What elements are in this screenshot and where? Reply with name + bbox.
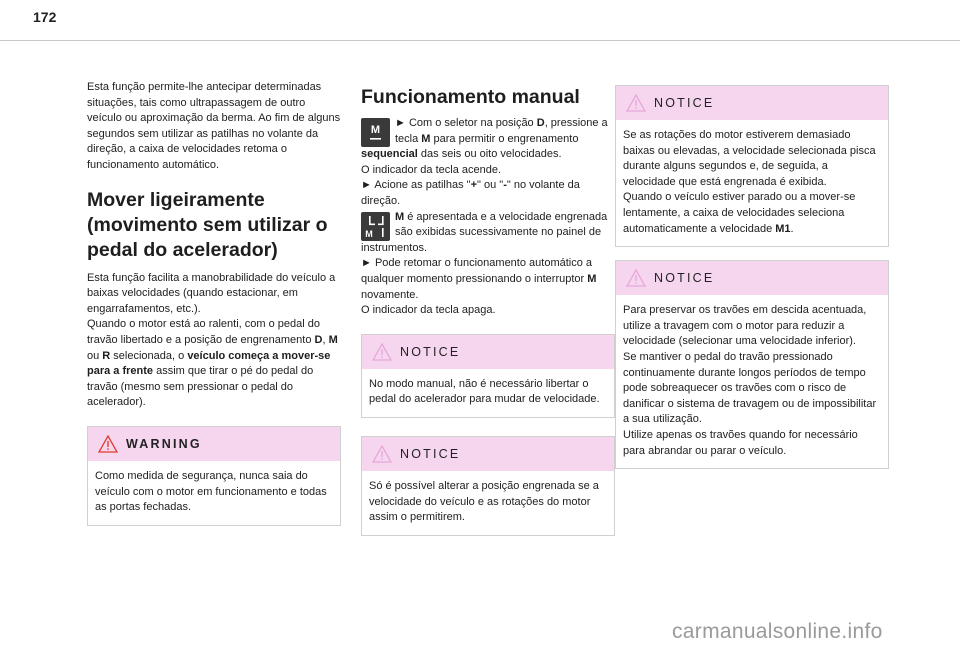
notice-header-2	[362, 437, 614, 471]
notice-title-2: NOTICE	[400, 446, 461, 461]
notice-box-2	[361, 436, 615, 536]
notice-box-4	[615, 260, 889, 469]
notice-text-3a: Se as rotações do motor estiverem demasiado baixas ou elevadas, a velocidade selecionada pisca durante alguns segundos e, de seguida, a velocidade que está engrenada é exibida.	[623, 129, 876, 188]
notice-text-4c: Utilize apenas os travões quando for necessário para abrandar ou parar o veículo.	[623, 428, 858, 457]
warning-box	[87, 426, 341, 526]
watermark: carmanualsonline.info	[672, 620, 883, 643]
manual-step-3: ► Acione as patilhas "+" ou "-" no volante da direção.	[361, 179, 580, 207]
notice-box-3	[615, 85, 889, 247]
page-number: 172	[33, 9, 57, 25]
manual-mode-glyph: M	[365, 228, 373, 239]
section-heading-creep: Mover ligeiramente (movimento sem utilizar o pedal do acelerador)	[87, 188, 328, 261]
notice-triangle-icon	[626, 94, 646, 112]
manual-instructions	[361, 116, 615, 319]
column-1	[87, 80, 341, 526]
notice-header-1	[362, 335, 614, 369]
notice-box-1	[361, 334, 615, 418]
notice-triangle-icon	[372, 445, 392, 463]
notice-header-3	[616, 86, 888, 120]
warning-text: Como medida de segurança, nunca saia do veículo com o motor em funcionamento e todas as portas fechadas.	[95, 469, 327, 514]
warning-triangle-icon	[98, 435, 118, 453]
m-key-glyph: M	[370, 124, 381, 136]
manual-step-4: M é apresentada e a velocidade engrenada são exibidas sucessivamente no painel de instrumentos.	[361, 210, 608, 254]
manual-step-2: O indicador da tecla acende.	[361, 163, 502, 176]
notice-text-2: Só é possível alterar a posição engrenada se a velocidade do veículo e as rotações do motor assim o permitirem.	[369, 479, 599, 524]
manual-mode-display-icon	[361, 212, 390, 241]
m-key-icon	[361, 118, 390, 147]
header-divider	[0, 40, 960, 41]
column-2	[361, 80, 615, 536]
warning-title: WARNING	[126, 436, 202, 451]
manual-step-1: ► Com o seletor na posição D, pressione a tecla M para permitir o engrenamento sequencial das seis ou oito velocidades.	[361, 117, 608, 161]
notice-text-4b: Se mantiver o pedal do travão pressionado continuamente durante longos períodos de tempo pode sobreaquecer os travões com o risco de danificar o sistema de travagem ou de impossibilitar a sua utilização.	[623, 350, 877, 426]
notice-text-4a: Para preservar os travões em descida acentuada, utilize a travagem com o motor para reduzir a velocidade (selecionar uma velocidade inferior).	[623, 304, 867, 348]
notice-triangle-icon	[372, 343, 392, 361]
notice-title-1: NOTICE	[400, 344, 461, 359]
notice-title-4: NOTICE	[654, 271, 715, 286]
notice-triangle-icon	[626, 269, 646, 287]
warning-header	[88, 427, 340, 461]
creep-paragraph-1: Esta função facilita a manobrabilidade do veículo a baixas velocidades (quando estacionar, em engarrafamentos, etc.).	[87, 271, 336, 315]
creep-paragraph-2: Quando o motor está ao ralenti, com o pedal do travão libertado e a posição de engrenamento D, M ou R selecionada, o veículo começa a mover-se para a frente assim que tirar o pé do pedal do travão (mesmo sem pressionar o pedal do acelerador).	[87, 318, 338, 409]
notice-text-3b: Quando o veículo estiver parado ou a mover-se lentamente, a caixa de velocidades seleciona automaticamente a velocidade M1.	[623, 191, 856, 235]
notice-header-4	[616, 261, 888, 295]
notice-title-3: NOTICE	[654, 96, 715, 110]
notice-text-1: No modo manual, não é necessário libertar o pedal do acelerador para mudar de velocidade.	[369, 377, 600, 406]
manual-step-5: ► Pode retomar o funcionamento automático a qualquer momento pressionando o interruptor M novamente.	[361, 257, 597, 301]
column-3	[615, 85, 889, 469]
manual-step-6: O indicador da tecla apaga.	[361, 304, 496, 317]
section-heading-manual: Funcionamento manual	[361, 86, 580, 108]
intro-paragraph: Esta função permite-lhe antecipar determinadas situações, tais como ultrapassagem de outro veículo ou aproximação da berma. Ao fim de alguns segundos sem utilizar as patilhas no volante da direção, a caixa de velocidades retoma o funcionamento automático.	[87, 81, 341, 171]
